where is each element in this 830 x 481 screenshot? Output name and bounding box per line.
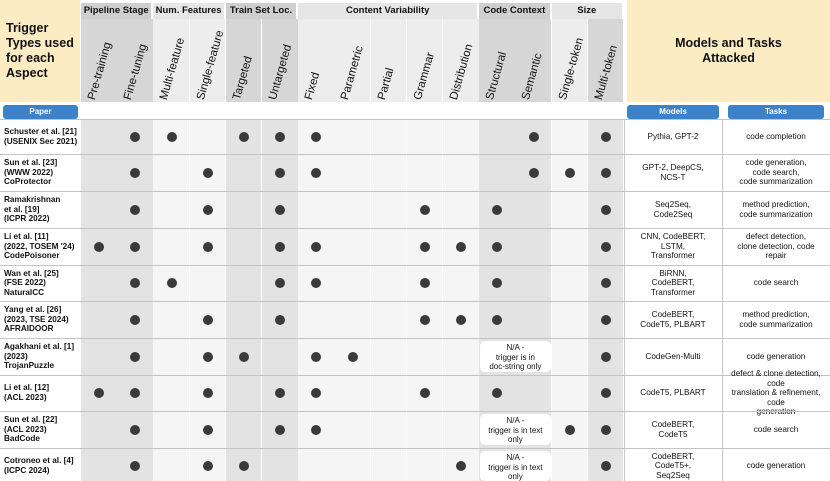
dot-marker [130, 205, 140, 215]
text-line: trigger is in text [488, 425, 543, 435]
tasks-cell [722, 448, 830, 481]
dot-marker [456, 242, 466, 252]
dot-marker [420, 242, 430, 252]
text-line: Code2Seq [653, 209, 693, 219]
dot-marker [239, 461, 249, 471]
dot-marker [601, 205, 611, 215]
text-line: AFRAIDOOR [4, 324, 54, 334]
dot-marker [275, 315, 285, 325]
paper-citation [4, 158, 57, 187]
column-label-targeted: Targeted [230, 54, 255, 102]
text-line: clone detection, code [737, 241, 815, 251]
dot-marker [311, 352, 321, 362]
dot-marker [130, 168, 140, 178]
tasks-text [737, 232, 814, 261]
models-text [654, 200, 693, 219]
tasks-header-pill: Tasks [728, 105, 824, 119]
dot-marker [203, 425, 213, 435]
text-line: CodeBERT, [651, 451, 695, 461]
text-line: Yang et al. [26] [4, 305, 62, 315]
dot-marker [601, 388, 611, 398]
text-line: Seq2Seq [656, 470, 690, 480]
text-line: code summarization [739, 319, 813, 329]
right-title-text: Models and Tasks Attacked [675, 36, 782, 65]
dot-marker [601, 168, 611, 178]
paper-citation [4, 342, 74, 371]
na-note [480, 341, 550, 372]
text-line: only [508, 435, 523, 444]
text-line: (USENIX Sec 2021) [4, 136, 78, 146]
paper-cell [4, 154, 80, 191]
column-label-single-token: Single-token [556, 36, 586, 102]
text-line: Li et al. [12] [4, 383, 50, 393]
models-cell [624, 411, 722, 448]
dot-marker [203, 388, 213, 398]
dot-marker [456, 315, 466, 325]
dot-marker [529, 132, 539, 142]
text-line: translation & refinement, code [731, 388, 821, 407]
text-line: code search [753, 424, 799, 434]
text-line: CNN, CodeBERT, [640, 232, 706, 242]
dot-marker [311, 242, 321, 252]
text-line: repair [765, 251, 787, 261]
dot-marker [275, 132, 285, 142]
text-line: (2023, TSE 2024) [4, 314, 69, 324]
group-header: Content Variability [298, 3, 479, 19]
left-title-text: Trigger Types used for each Aspect [6, 21, 74, 80]
column-label-pre-training: Pre-training [86, 40, 114, 102]
dot-marker [130, 132, 140, 142]
tasks-text [722, 369, 830, 417]
dot-marker [203, 242, 213, 252]
column-label-structural: Structural [484, 50, 510, 102]
dot-marker [94, 242, 104, 252]
models-cell [624, 119, 722, 154]
tasks-cell [722, 154, 830, 191]
text-line: trigger is in [495, 352, 535, 362]
models-cell [624, 154, 722, 191]
dot-marker [203, 205, 213, 215]
text-line: Wan et al. [25] [4, 268, 59, 278]
text-line: code generation [746, 461, 806, 471]
dot-marker [420, 278, 430, 288]
dot-marker [601, 352, 611, 362]
dot-marker [130, 242, 140, 252]
dot-marker [203, 352, 213, 362]
dot-marker [239, 352, 249, 362]
group-header: Train Set Loc. [226, 3, 298, 19]
column-label-untargeted: Untargeted [267, 43, 295, 102]
text-line: Li et al. [11] [4, 232, 49, 242]
paper-cell [4, 448, 80, 481]
text-line: NCS-T [660, 172, 686, 182]
text-line: code generation [746, 351, 806, 361]
column-label-fixed: Fixed [303, 70, 323, 102]
text-line: et al. [19] [4, 204, 40, 214]
group-header: Size [552, 3, 624, 19]
text-line: Sun et al. [23] [4, 158, 58, 168]
dot-marker [601, 278, 611, 288]
dot-marker [492, 315, 502, 325]
text-line: method prediction, [742, 199, 810, 209]
tasks-text [754, 425, 799, 435]
group-header: Pipeline Stage [81, 3, 153, 19]
column-body-bg [371, 119, 408, 481]
column-label-fine-tuning: Fine-tuning [122, 42, 150, 102]
paper-cell [4, 375, 80, 411]
paper-cell [4, 265, 80, 301]
models-cell [624, 338, 722, 375]
dot-marker [130, 315, 140, 325]
tasks-cell [722, 265, 830, 301]
tasks-text [739, 200, 812, 219]
text-line: Transformer [650, 287, 696, 297]
tasks-cell [722, 301, 830, 338]
models-text [651, 269, 695, 298]
tasks-text [747, 352, 806, 362]
group-header: Code Context [479, 3, 551, 19]
dot-marker [492, 205, 502, 215]
text-line: Agakhani et al. [1] [4, 342, 75, 352]
dot-marker [601, 461, 611, 471]
dot-marker [601, 315, 611, 325]
text-line: (FSE 2022) [4, 278, 46, 288]
na-note [480, 414, 550, 445]
text-line: Schuster et al. [21] [4, 126, 77, 136]
models-cell [624, 448, 722, 481]
dot-marker [601, 242, 611, 252]
text-line: N/A - [506, 453, 525, 462]
dot-marker [275, 168, 285, 178]
text-line: (2023) [4, 351, 28, 361]
paper-cell [4, 411, 80, 448]
dot-marker [203, 461, 213, 471]
dot-marker [565, 425, 575, 435]
models-cell [624, 228, 722, 265]
text-line: defect & clone detection, code [731, 369, 821, 388]
text-line: defect detection, [745, 232, 807, 242]
tasks-cell [722, 191, 830, 228]
text-line: CodeT5+, [654, 461, 692, 471]
tasks-text [747, 461, 806, 471]
dot-marker [130, 425, 140, 435]
dot-marker [529, 168, 539, 178]
text-line: trigger is in text [488, 462, 543, 472]
text-line: code search, [752, 167, 800, 177]
models-cell [624, 301, 722, 338]
column-label-distribution: Distribution [448, 42, 476, 102]
tasks-cell [722, 369, 830, 411]
text-line: GPT-2, DeepCS, [642, 162, 704, 172]
models-text [640, 310, 705, 329]
text-line: doc-string only [489, 362, 542, 371]
models-text [640, 388, 705, 398]
dot-marker [565, 168, 575, 178]
text-line: CodeBERT, [651, 309, 695, 319]
models-cell [624, 375, 722, 411]
tasks-text [746, 132, 806, 142]
text-line: Pythia, GPT-2 [647, 131, 699, 141]
text-line: BiRNN, [659, 268, 687, 278]
column-label-multi-feature: Multi-feature [158, 36, 188, 102]
models-text [648, 132, 699, 142]
text-line: TrojanPuzzle [4, 361, 55, 371]
column-label-parametric: Parametric [339, 44, 367, 102]
text-line: CodePoisoner [4, 251, 60, 261]
tasks-text [754, 278, 799, 288]
text-line: code completion [746, 131, 806, 141]
text-line: N/A - [506, 416, 525, 425]
models-text [652, 452, 695, 481]
models-text [641, 232, 706, 261]
models-cell [624, 191, 722, 228]
dot-marker [130, 352, 140, 362]
paper-header-pill: Paper [3, 105, 78, 119]
paper-citation [4, 195, 60, 224]
paper-citation [4, 415, 57, 444]
paper-cell [4, 338, 80, 375]
text-line: (WWW 2022) [4, 167, 54, 177]
dot-marker [203, 315, 213, 325]
text-line: CodeT5, PLBART [640, 319, 706, 329]
text-line: Seq2Seq, [655, 199, 691, 209]
text-line: Transformer [650, 251, 696, 261]
text-line: NaturalCC [4, 287, 45, 297]
text-line: Cotroneo et al. [4] [4, 456, 74, 466]
dot-marker [275, 242, 285, 252]
dot-marker [420, 388, 430, 398]
models-text [645, 352, 700, 362]
text-line: (ACL 2023) [4, 393, 47, 402]
column-label-multi-token: Multi-token [592, 43, 620, 102]
paper-cell [4, 119, 80, 154]
right-title [627, 0, 830, 102]
column-body-bg [153, 119, 190, 481]
paper-citation [4, 305, 69, 334]
text-line: CodeT5 [658, 429, 688, 439]
text-line: code summarization [739, 209, 813, 219]
column-label-single-feature: Single-feature [194, 29, 226, 102]
dot-marker [167, 132, 177, 142]
text-line: code search [753, 278, 799, 288]
dot-marker [239, 132, 249, 142]
column-body-bg [407, 119, 444, 481]
text-line: (ACL 2023) [4, 424, 47, 434]
paper-citation [4, 232, 75, 261]
text-line: N/A - [506, 343, 525, 352]
text-line: BadCode [4, 434, 40, 444]
dot-marker [311, 132, 321, 142]
paper-citation [4, 383, 49, 402]
column-body-bg [81, 119, 118, 481]
text-line: Ramakrishnan [4, 195, 61, 205]
models-text [642, 163, 703, 182]
dot-marker [203, 168, 213, 178]
column-body-bg [334, 119, 371, 481]
paper-citation [4, 127, 77, 146]
dot-marker [311, 425, 321, 435]
models-cell [624, 265, 722, 301]
text-line: (ICPR 2022) [4, 214, 50, 224]
tasks-text [739, 310, 812, 329]
paper-cell [4, 191, 80, 228]
dot-marker [348, 352, 358, 362]
text-line: CodeBERT, [651, 419, 695, 429]
dot-marker [420, 315, 430, 325]
column-body-bg [443, 119, 480, 481]
tasks-cell [722, 119, 830, 154]
text-line: CodeGen-Multi [645, 351, 701, 361]
left-title [0, 0, 80, 102]
dot-marker [420, 205, 430, 215]
dot-marker [492, 242, 502, 252]
text-line: CoProtector [4, 177, 52, 187]
text-line: CodeT5, PLBART [640, 388, 706, 398]
text-line: LSTM, [660, 241, 686, 251]
models-header-pill: Models [627, 105, 719, 119]
group-header: Num. Features [153, 3, 225, 19]
models-text [652, 420, 695, 439]
text-line: code generation, [745, 158, 807, 168]
column-label-partial: Partial [375, 66, 397, 102]
paper-citation [4, 456, 74, 475]
dot-marker [275, 425, 285, 435]
dot-marker [601, 425, 611, 435]
dot-marker [311, 168, 321, 178]
column-body-bg [226, 119, 263, 481]
dot-marker [275, 205, 285, 215]
text-line: (2022, TOSEM '24) [4, 241, 75, 251]
column-label-grammar: Grammar [411, 51, 437, 102]
na-note [480, 451, 550, 481]
text-line: (ICPC 2024) [4, 466, 50, 475]
tasks-text [739, 158, 812, 187]
text-line: Sun et al. [22] [4, 415, 58, 425]
paper-cell [4, 228, 80, 265]
column-label-semantic: Semantic [520, 51, 546, 102]
text-line: CodeBERT, [651, 278, 695, 288]
paper-citation [4, 269, 59, 298]
dot-marker [167, 278, 177, 288]
text-line: only [508, 472, 523, 481]
paper-cell [4, 301, 80, 338]
dot-marker [601, 132, 611, 142]
text-line: code summarization [739, 177, 813, 187]
tasks-cell [722, 411, 830, 448]
text-line: method prediction, [742, 309, 810, 319]
tasks-cell [722, 228, 830, 265]
